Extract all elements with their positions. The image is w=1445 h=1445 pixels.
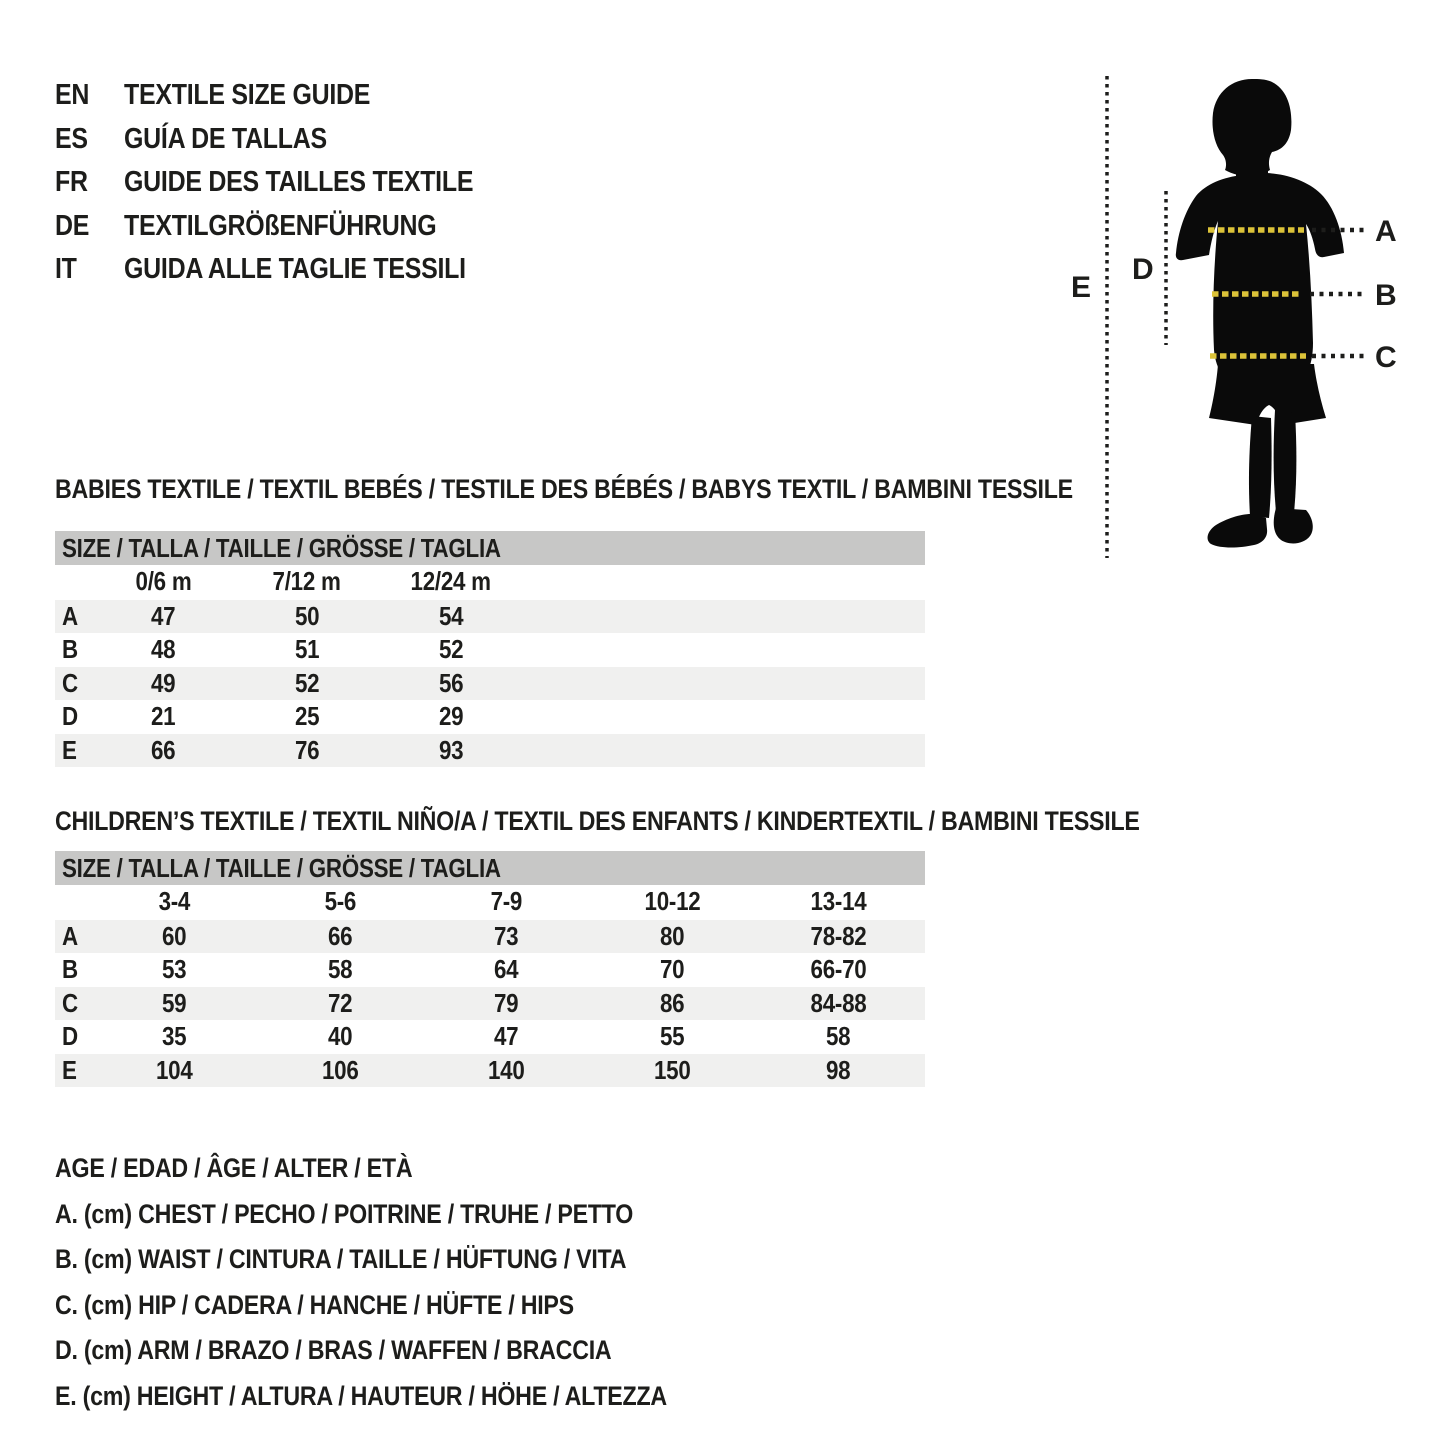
lang-code: EN [55,79,90,112]
cell-value: 140 [487,1054,525,1085]
cell-value: 64 [493,954,519,985]
children-col-header: 7-9 [490,886,522,917]
cell-value: 59 [161,987,187,1018]
title-row-de [55,205,530,249]
cell-value: 55 [659,1021,685,1052]
children-section-heading [55,806,1316,837]
cell-value: 53 [161,954,187,985]
row-label: D [62,1021,78,1052]
cell-value: 50 [294,600,320,631]
legend-text: D. (cm) ARM / BRAZO / BRAS / WAFFEN / BRACCIA [55,1335,612,1366]
language-title-list [55,74,530,292]
children-table-row-b [55,953,925,987]
guide-title: TEXTILGRÖßENFÜHRUNG [124,209,437,242]
cell-value: 21 [150,701,176,732]
row-label: C [62,987,78,1018]
cell-value: 80 [659,920,685,951]
guide-title: GUIDA ALLE TAGLIE TESSILI [124,253,466,286]
cell-value: 29 [438,701,464,732]
row-label: C [62,667,78,698]
row-label: B [62,634,78,665]
cell-value: 54 [438,600,464,631]
legend-text: E. (cm) HEIGHT / ALTURA / HAUTEUR / HÖHE / ALTEZZA [55,1380,667,1411]
cell-value: 49 [150,667,176,698]
child-silhouette-figure [1060,58,1400,593]
cell-value: 104 [155,1054,193,1085]
babies-heading-text: BABIES TEXTILE / TEXTIL BEBÉS / TESTILE DES BÉBÉS / BABYS TEXTIL / BAMBINI TESSILE [55,474,1073,504]
cell-value: 76 [294,734,320,765]
children-heading-text: CHILDREN’S TEXTILE / TEXTIL NIÑO/A / TEXTIL DES ENFANTS / KINDERTEXTIL / BAMBINI TESSILE [55,806,1140,836]
row-label: E [62,734,77,765]
children-table-row-a [55,920,925,954]
legend-hip [55,1283,766,1329]
cell-value: 106 [321,1054,359,1085]
legend-arm [55,1328,766,1374]
cell-value: 47 [493,1021,519,1052]
cell-value: 78-82 [810,920,866,951]
label-a: A [1375,215,1397,248]
row-label: B [62,954,78,985]
children-col-header: 13-14 [810,886,866,917]
babies-table-row-d [55,700,925,734]
guide-title: GUIDE DES TAILLES TEXTILE [124,166,474,199]
babies-size-bar-text: SIZE / TALLA / TAILLE / GRÖSSE / TAGLIA [62,532,501,563]
cell-value: 84-88 [810,987,866,1018]
babies-size-bar [55,531,925,565]
cell-value: 93 [438,734,464,765]
legend-text: C. (cm) HIP / CADERA / HANCHE / HÜFTE / HIPS [55,1289,574,1320]
babies-col-header: 12/24 m [410,566,492,597]
cell-value: 73 [493,920,519,951]
babies-section-heading [55,474,1239,505]
legend-chest [55,1192,766,1238]
children-table-row-c [55,987,925,1021]
lang-code: ES [55,122,88,155]
title-row-fr [55,161,530,205]
guide-title: TEXTILE SIZE GUIDE [124,79,371,112]
label-b: B [1375,279,1397,312]
cell-value: 40 [327,1021,353,1052]
guide-title: GUÍA DE TALLAS [124,122,327,155]
measurement-legend [55,1146,766,1419]
babies-table-row-c [55,667,925,701]
cell-value: 25 [294,701,320,732]
cell-value: 66-70 [810,954,866,985]
cell-value: 51 [294,634,320,665]
label-c: C [1375,341,1397,374]
title-row-en [55,74,530,118]
cell-value: 79 [493,987,519,1018]
children-column-header-row [55,885,925,919]
lang-code: DE [55,209,90,242]
legend-waist [55,1237,766,1283]
children-table-row-e [55,1054,925,1088]
title-row-es [55,118,530,162]
cell-value: 47 [150,600,176,631]
label-d: D [1132,253,1154,286]
children-table-row-d [55,1020,925,1054]
cell-value: 66 [150,734,176,765]
cell-value: 52 [438,634,464,665]
cell-value: 56 [438,667,464,698]
babies-table-row-b [55,633,925,667]
cell-value: 58 [327,954,353,985]
babies-col-header: 7/12 m [272,566,342,597]
children-size-bar-text: SIZE / TALLA / TAILLE / GRÖSSE / TAGLIA [62,852,501,883]
legend-text: AGE / EDAD / ÂGE / ALTER / ETÀ [55,1153,413,1184]
children-col-header: 10-12 [644,886,700,917]
row-label: E [62,1054,77,1085]
row-label: A [62,920,78,951]
cell-value: 66 [327,920,353,951]
babies-table-row-a [55,600,925,634]
babies-col-header: 0/6 m [135,566,191,597]
cell-value: 48 [150,634,176,665]
cell-value: 58 [825,1021,851,1052]
cell-value: 60 [161,920,187,951]
label-e: E [1071,271,1092,304]
cell-value: 72 [327,987,353,1018]
title-row-it [55,248,530,292]
row-label: D [62,701,78,732]
lang-code: IT [55,253,77,286]
cell-value: 98 [825,1054,851,1085]
cell-value: 52 [294,667,320,698]
cell-value: 35 [161,1021,187,1052]
cell-value: 70 [659,954,685,985]
babies-column-header-row [55,565,925,599]
row-label: A [62,600,78,631]
legend-age [55,1146,766,1192]
children-col-header: 3-4 [158,886,190,917]
children-col-header: 5-6 [324,886,356,917]
babies-table-row-e [55,734,925,768]
legend-text: B. (cm) WAIST / CINTURA / TAILLE / HÜFTUNG / VITA [55,1244,627,1275]
lang-code: FR [55,166,88,199]
cell-value: 150 [653,1054,691,1085]
cell-value: 86 [659,987,685,1018]
children-size-bar [55,851,925,885]
legend-text: A. (cm) CHEST / PECHO / POITRINE / TRUHE / PETTO [55,1198,634,1229]
legend-height [55,1374,766,1420]
